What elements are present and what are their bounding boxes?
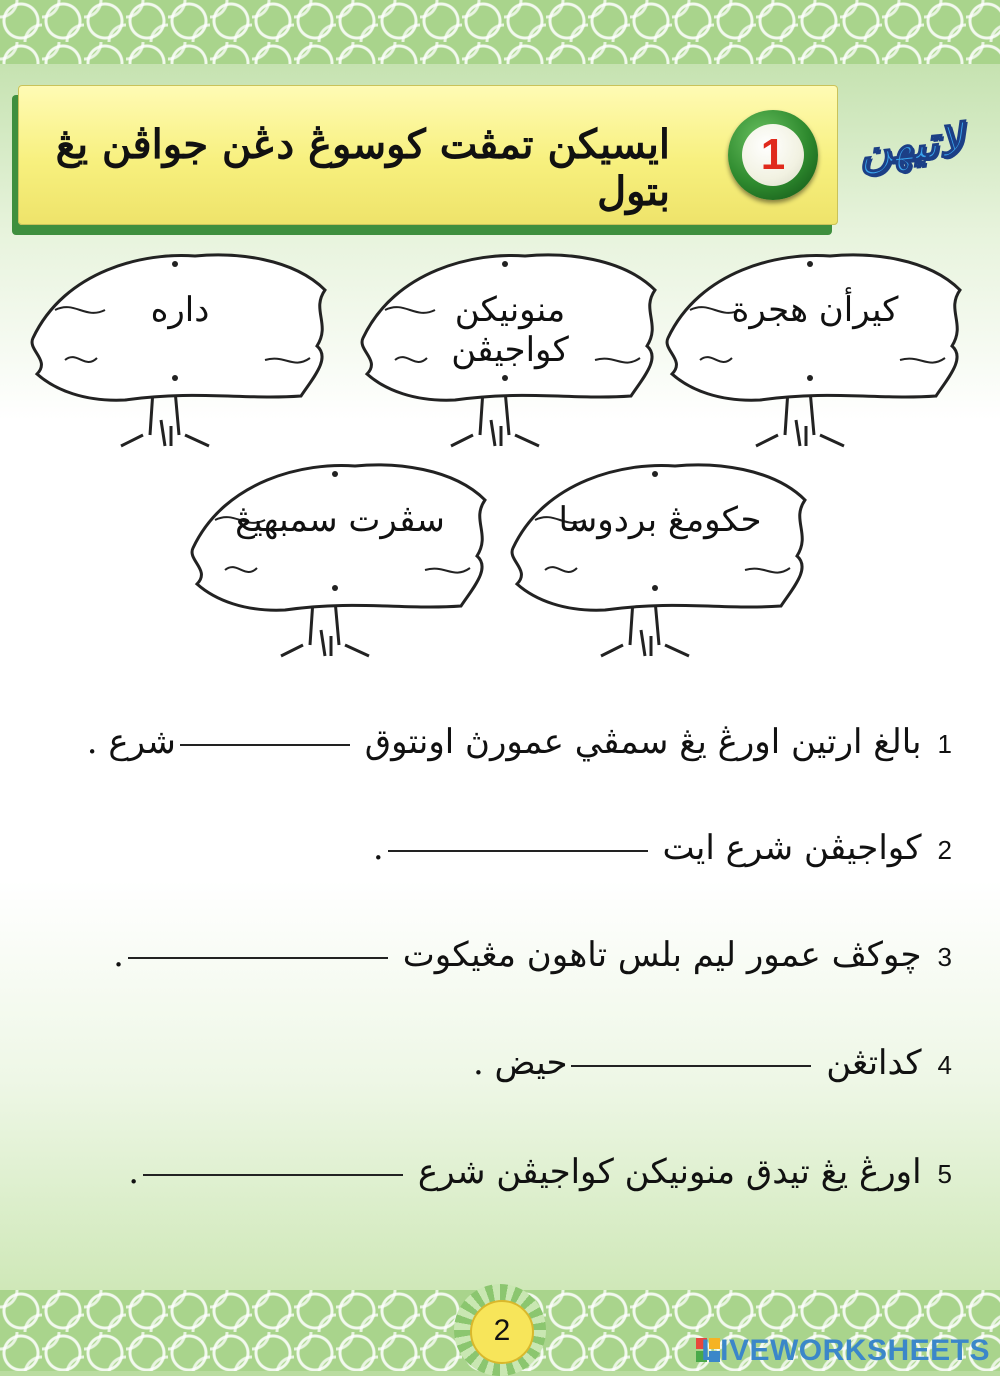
question-text-end: شرع . <box>86 722 176 762</box>
decorative-top-border <box>0 0 1000 64</box>
word-label: منونيكن كواجيڤن <box>451 290 569 370</box>
question-text-end: . <box>128 1152 140 1192</box>
answer-blank[interactable] <box>180 743 350 746</box>
word-sign[interactable] <box>25 250 335 450</box>
word-sign[interactable] <box>185 460 495 660</box>
question-text: اورڠ يڠ تيدق منونيكن كواجيڤن شرع <box>417 1152 922 1192</box>
signboard-icon <box>660 250 970 450</box>
question-text: چوكڤ عمور ليم بلس تاهون مڠيكوت <box>402 935 922 975</box>
word-label: حكومڠ بردوسا <box>558 500 762 540</box>
question-3 <box>113 935 952 975</box>
word-label: كيرأن هجرة <box>731 290 899 330</box>
question-text-end: حيض . <box>472 1043 568 1083</box>
question-number: 3 <box>937 941 952 972</box>
answer-blank[interactable] <box>128 956 388 959</box>
instruction-text: ايسيكن تمڤت كوسوڠ دڠن جواڤن يڠ بتول <box>55 121 670 215</box>
exercise-title-logo: لاتيهن <box>856 114 966 177</box>
question-1 <box>87 722 952 762</box>
signboard-icon <box>505 460 815 660</box>
watermark: LIVEWORKSHEETS <box>701 1334 990 1367</box>
question-text: كواجيڤن شرع ايت <box>662 828 922 868</box>
signboard-icon <box>185 460 495 660</box>
instruction-banner <box>18 85 838 225</box>
question-number: 4 <box>937 1049 952 1080</box>
word-sign[interactable] <box>505 460 815 660</box>
word-label: سڤرت سمبهيڠ <box>235 500 445 540</box>
word-label: داره <box>150 290 210 330</box>
word-sign[interactable] <box>355 250 665 450</box>
page-number-medallion <box>454 1284 546 1376</box>
exercise-number: 1 <box>742 124 804 186</box>
question-4 <box>473 1043 952 1083</box>
exercise-number-badge <box>728 110 818 200</box>
question-2 <box>373 828 952 868</box>
question-number: 5 <box>937 1158 952 1189</box>
question-text-end: . <box>372 828 384 868</box>
answer-blank[interactable] <box>143 1173 403 1176</box>
question-5 <box>128 1152 952 1192</box>
question-text: كداتڠن <box>826 1043 922 1083</box>
answer-blank[interactable] <box>388 849 648 852</box>
page-number: 2 <box>470 1300 534 1364</box>
signboard-icon <box>25 250 335 450</box>
question-text: بالغ ارتين اورڠ يڠ سمڤي عمورڽ اونتوق <box>364 722 922 762</box>
question-number: 2 <box>937 834 952 865</box>
question-number: 1 <box>937 728 952 759</box>
answer-blank[interactable] <box>571 1064 811 1067</box>
word-sign[interactable] <box>660 250 970 450</box>
question-text-end: . <box>113 935 124 975</box>
